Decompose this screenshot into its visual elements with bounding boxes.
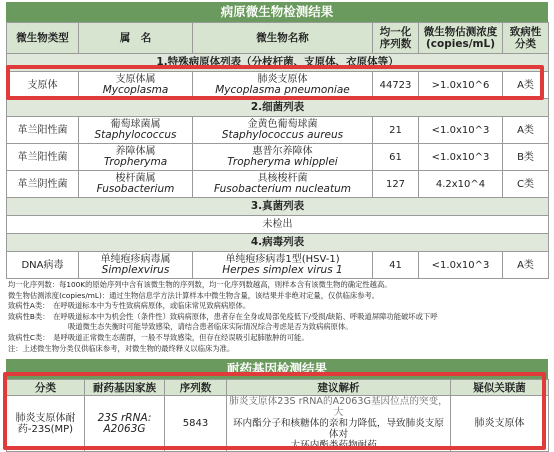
- cell-conc: >1.0x10^6: [419, 72, 503, 99]
- table-row: [7, 171, 549, 198]
- cell-reads: 61: [373, 144, 419, 171]
- col-reads: 均一化序列数: [373, 23, 419, 54]
- analysis-line2: 环内酯分子和核糖体的亲和力降低，导致肺炎支原体对: [232, 418, 445, 441]
- cell-class: B类: [503, 144, 549, 171]
- cell-genus: [79, 252, 193, 279]
- cell-genus: [79, 72, 193, 99]
- cell-analysis: [227, 396, 451, 452]
- note-class-b: 致病性B类： 在呼吸道标本中为机会性（条件性）致病病原体，患者存在全身或局部免疫低下/受损/缺陷、呼吸道屏障功能破坏或下呼: [8, 311, 438, 321]
- genus-cn: 单纯疱疹病毒属: [100, 254, 171, 265]
- resistance-table: [6, 379, 549, 452]
- subsection-virus: 4.病毒列表: [7, 234, 549, 252]
- genus-cn: 梭杆菌属: [115, 173, 156, 184]
- cell-type: 革兰阳性菌: [7, 117, 79, 144]
- species-cn: 金黄色葡萄球菌: [247, 119, 318, 130]
- col-category: 分类: [7, 380, 85, 396]
- table-row: [7, 252, 549, 279]
- cell-conc: <1.0x10^3: [419, 144, 503, 171]
- cell-species: [193, 144, 373, 171]
- species-cn: 肺炎支原体: [257, 74, 308, 85]
- genus-cn: 支原体属: [115, 74, 156, 85]
- cell-conc: <1.0x10^3: [419, 117, 503, 144]
- species-cn: 具核梭杆菌: [257, 173, 308, 184]
- note-class-a: 致病性A类： 在呼吸道标本中为专性致病病原体，或临床常见致病病原体。: [8, 301, 251, 311]
- fungi-none: 未检出: [7, 216, 549, 234]
- genus-cn: 养障体属: [115, 146, 156, 157]
- col-conc: 微生物估测浓度(copies/mL): [419, 23, 503, 54]
- col-related-pathogen: 疑似关联菌: [451, 380, 549, 396]
- cell-genus: [79, 144, 193, 171]
- cell-genus: [79, 117, 193, 144]
- species-latin: Mycoplasma pneumoniae: [215, 84, 350, 96]
- genus-latin: Fusobacterium: [96, 183, 175, 195]
- note-class-c: 致病性C类： 是呼吸道正常微生态菌群，一般不导致感染，但存在经误吸引起肺脓肿的可能。: [8, 332, 309, 342]
- genus-cn: 葡萄球菌属: [110, 119, 161, 130]
- pathogen-section-title: 病原微生物检测结果: [6, 2, 548, 22]
- note-reads: 均一化序列数：每100K的原始序列中含有该微生物的序列数，均一化序列数越高，则样本含有该微生物的确定性越高。: [8, 280, 392, 289]
- note-conc: 微生物估测浓度(copies/mL)：通过生物信息学方法计算样本中微生物含量，该结果并非绝对定量，仅供临床参考。: [8, 290, 380, 300]
- species-latin: Staphylococcus aureus: [221, 129, 344, 141]
- cell-species: [193, 252, 373, 279]
- species-cn: 单纯疱疹病毒1型(HSV-1): [225, 254, 340, 265]
- col-analysis: 建议解析: [227, 380, 451, 396]
- cell-type: 支原体: [7, 72, 79, 99]
- subsection-fungi: 3.真菌列表: [7, 198, 549, 216]
- report-page: [6, 2, 548, 452]
- cell-genus: [79, 171, 193, 198]
- cell-seq-count: 5843: [165, 396, 227, 452]
- cell-conc: 4.2x10^4: [419, 171, 503, 198]
- pathogen-table: [6, 22, 549, 279]
- col-type: 微生物类型: [7, 23, 79, 54]
- cell-type: 革兰阳性菌: [7, 144, 79, 171]
- col-gene-family: 耐药基因家族: [85, 380, 165, 396]
- col-species: 微生物名称: [193, 23, 373, 54]
- cell-type: 革兰阴性菌: [7, 171, 79, 198]
- cell-conc: <1.0x10^3: [419, 252, 503, 279]
- subsection-special: 1.特殊病原体列表（分枝杆菌、支原体、衣原体等）: [7, 54, 549, 72]
- cell-reads: 44723: [373, 72, 419, 99]
- genus-latin: Mycoplasma: [102, 84, 169, 96]
- table-row: [7, 144, 549, 171]
- table-row: [7, 117, 549, 144]
- cell-related-pathogen: 肺炎支原体: [451, 396, 549, 452]
- cell-class: A类: [503, 117, 549, 144]
- cell-reads: 41: [373, 252, 419, 279]
- gene-family-line2: A2063G: [103, 422, 146, 435]
- cell-class: A类: [503, 72, 549, 99]
- subsection-bacteria: 2.细菌列表: [7, 99, 549, 117]
- analysis-line1: 肺炎支原体23S rRNA的A2063G基因位点的突变，大: [229, 396, 448, 419]
- species-cn: 惠普尔养障体: [252, 146, 313, 157]
- gene-family-line1: 23S rRNA:: [97, 411, 152, 424]
- cell-species: [193, 72, 373, 99]
- resistance-section-title: 耐药基因检测结果: [6, 359, 548, 379]
- col-genus: 属 名: [79, 23, 193, 54]
- species-latin: Fusobacterium nucleatum: [214, 183, 351, 195]
- cell-gene-family: [85, 396, 165, 452]
- cell-reads: 21: [373, 117, 419, 144]
- cell-class: C类: [503, 171, 549, 198]
- cell-class: A类: [503, 252, 549, 279]
- note-disclaimer: 注：上述微生物分类仅供临床参考，对微生物的最终释义以临床为准。: [8, 343, 235, 353]
- col-class: 致病性分类: [503, 23, 549, 54]
- table-row: [7, 396, 549, 452]
- cell-reads: 127: [373, 171, 419, 198]
- cell-type: DNA病毒: [7, 252, 79, 279]
- genus-latin: Staphylococcus: [94, 129, 177, 141]
- species-latin: Herpes simplex virus 1: [222, 264, 343, 276]
- col-seq-count: 序列数: [165, 380, 227, 396]
- cell-category: 肺炎支原体耐药-23S(MP): [7, 396, 85, 452]
- analysis-line3: 大环内酯类药物耐药。: [290, 440, 387, 452]
- species-latin: Tropheryma whipplei: [227, 156, 338, 168]
- table-row: [7, 72, 549, 99]
- cell-species: [193, 171, 373, 198]
- pathogen-table-header: [7, 23, 549, 54]
- resistance-table-header: [7, 380, 549, 396]
- note-class-b-cont: 吸道微生态失衡时可能导致感染，请结合患者临床实际情况综合考虑是否为致病病原体。: [68, 322, 353, 332]
- genus-latin: Tropheryma: [103, 156, 168, 168]
- cell-species: [193, 117, 373, 144]
- genus-latin: Simplexvirus: [101, 264, 170, 276]
- footnotes: [6, 279, 548, 354]
